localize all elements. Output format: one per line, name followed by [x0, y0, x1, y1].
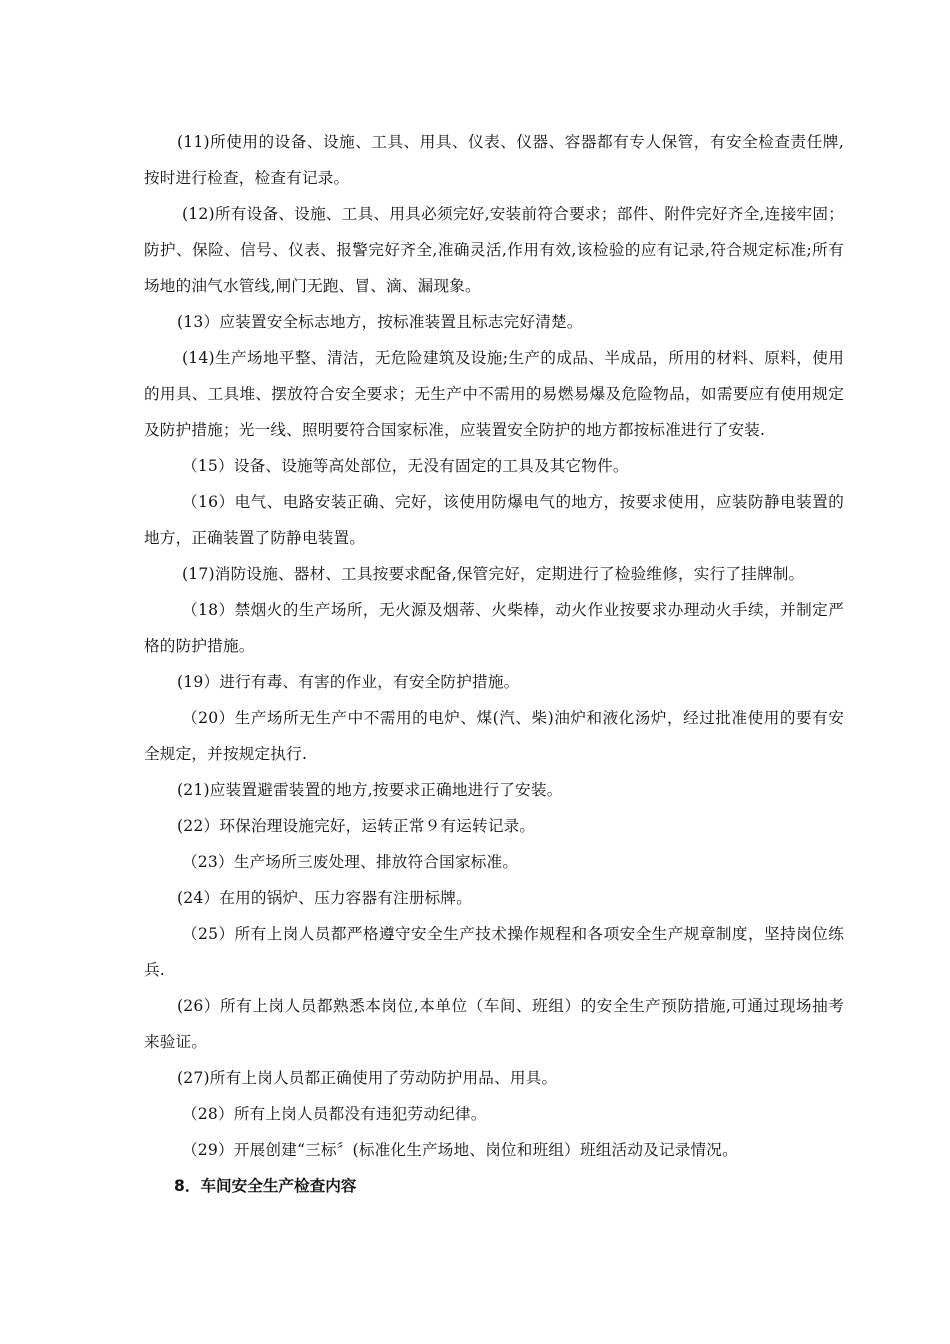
paragraph-item-15: （15）设备、设施等高处部位，无没有固定的工具及其它物件。: [182, 457, 629, 475]
paragraph-item-16: （16）电气、电路安装正确、完好，该使用防爆电气的地方，按要求使用，应装防静电装置的地方，正确装置了防静电装置。: [144, 493, 844, 547]
paragraph-item-28: （28）所有上岗人员都没有违犯劳动纪律。: [182, 1105, 487, 1123]
paragraph-item-23: （23）生产场所三废处理、排放符合国家标准。: [182, 853, 519, 871]
paragraph-item-17: (17)消防设施、器材、工具按要求配备,保管完好，定期进行了检验维修，实行了挂牌制。: [182, 565, 805, 583]
paragraph-item-14: (14)生产场地平整、清洁，无危险建筑及设施;生产的成品、半成品，所用的材料、原料，使用的用具、工具堆、摆放符合安全要求；无生产中不需用的易燃易爆及危险物品，如需要应有使用规定及防护措施；光一线、照明要符合国家标准，应装置安全防护的地方都按标准进行了安装.: [144, 349, 844, 439]
paragraph-item-26: (26）所有上岗人员都熟悉本岗位,本单位（车间、班组）的安全生产预防措施,可通过现场抽考来验证。: [144, 997, 844, 1051]
paragraph-item-18: （18）禁烟火的生产场所，无火源及烟蒂、火柴棒，动火作业按要求办理动火手续，并制定严格的防护措施。: [144, 601, 844, 655]
paragraph-item-11: (11)所使用的设备、设施、工具、用具、仪表、仪器、容器都有专人保管，有安全检查责任牌,按时进行检查，检查有记录。: [144, 133, 844, 187]
paragraph-item-25: （25）所有上岗人员都严格遵守安全生产技术操作规程和各项安全生产规章制度，坚持岗位练兵.: [144, 925, 844, 979]
paragraph-item-20: （20）生产场所无生产中不需用的电炉、煤(汽、柴)油炉和液化汤炉，经过批准使用的要有安全规定，并按规定执行.: [144, 709, 844, 763]
paragraph-item-12: (12)所有设备、设施、工具、用具必须完好,安装前符合要求；部件、附件完好齐全,连接牢固；防护、保险、信号、仪表、报警完好齐全,准确灵活,作用有效,该检验的应有记录,符合规定标准;所有场地的油气水管线,闸门无跑、冒、滴、漏现象。: [144, 205, 844, 295]
paragraph-item-24: (24）在用的锅炉、压力容器有注册标牌。: [177, 889, 473, 907]
paragraph-item-27: (27)所有上岗人员都正确使用了劳动防护用品、用具。: [177, 1069, 558, 1087]
paragraph-item-13: (13）应装置安全标志地方，按标准装置且标志完好清楚。: [177, 313, 583, 331]
paragraph-item-21: (21)应装置避雷装置的地方,按要求正确地进行了安装。: [177, 781, 563, 799]
document-body: [144, 124, 844, 1204]
paragraph-item-19: (19）进行有毒、有害的作业，有安全防护措施。: [177, 673, 520, 691]
paragraph-item-29: （29）开展创建“三标〞(标准化生产场地、岗位和班组）班组活动及记录情况。: [182, 1141, 738, 1159]
paragraph-item-22: (22）环保治理设施完好，运转正常９有运转记录。: [177, 817, 536, 835]
section-heading: 8．车间安全生产检查内容: [174, 1177, 357, 1195]
